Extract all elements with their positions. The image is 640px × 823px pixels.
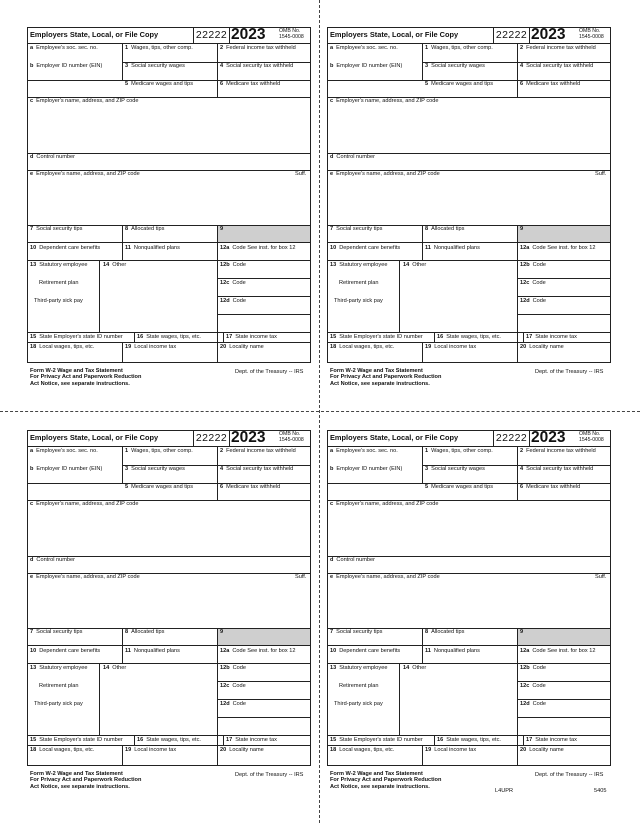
- box-b-label: b Employer ID number (EIN): [330, 466, 403, 472]
- rule: [122, 44, 123, 80]
- box-17-label: 17 State income tax: [526, 334, 577, 340]
- box-1-label: 1 Wages, tips, other comp.: [425, 45, 493, 51]
- box-19-label: 19 Local income tax: [425, 344, 477, 350]
- box-17-label: 17 State income tax: [226, 737, 277, 743]
- rule: [422, 44, 423, 80]
- box-17-label: 17 State income tax: [226, 334, 277, 340]
- box-7-label: 7 Social security tips: [330, 226, 383, 232]
- rule: [422, 628, 423, 663]
- retirement-plan-label: Retirement plan: [39, 683, 79, 689]
- box-12c-label: 12c Code: [520, 280, 546, 286]
- box-4-label: 4 Social security tax withheld: [220, 466, 294, 472]
- box-d-label: d Control number: [330, 154, 375, 160]
- box-12a-label: 12a Code See inst. for box 12: [220, 648, 296, 654]
- box-4-label: 4 Social security tax withheld: [220, 63, 294, 69]
- rule: [517, 44, 518, 97]
- box-18-label: 18 Local wages, tips, etc.: [30, 344, 95, 350]
- w2-copy-top-right: [327, 27, 611, 391]
- rule: [122, 628, 123, 663]
- rule: [27, 745, 311, 746]
- rule: [27, 645, 311, 646]
- omb-number: OMB No. 1545-0008: [579, 28, 604, 40]
- box-e-label: e Employee's name, address, and ZIP code: [30, 574, 140, 580]
- form-code: 22222: [493, 431, 530, 446]
- box-12b-label: 12b Code: [220, 665, 247, 671]
- rule: [217, 278, 311, 279]
- retirement-plan-label: Retirement plan: [339, 683, 379, 689]
- form-title: Employers State, Local, or File Copy: [330, 30, 459, 39]
- suffix-label: Suff.: [595, 574, 607, 580]
- box-c-label: c Employer's name, address, and ZIP code: [30, 98, 139, 104]
- box-19-label: 19 Local income tax: [125, 344, 177, 350]
- box-18-label: 18 Local wages, tips, etc.: [30, 747, 95, 753]
- rule: [327, 342, 611, 343]
- rule: [327, 735, 611, 736]
- rule: [517, 225, 518, 363]
- dept-treasury-label: Dept. of the Treasury -- IRS: [235, 369, 304, 375]
- form-year: 2023: [531, 26, 566, 43]
- rule: [217, 296, 311, 297]
- box-15-label: 15 State Employer's state ID number: [30, 737, 123, 743]
- box-6-label: 6 Medicare tax withheld: [520, 484, 581, 490]
- box-12c-label: 12c Code: [220, 683, 246, 689]
- rule: [517, 447, 518, 500]
- omb-number: OMB No. 1545-0008: [279, 431, 304, 443]
- rule: [399, 260, 400, 332]
- box-17-label: 17 State income tax: [526, 737, 577, 743]
- form-year: 2023: [231, 429, 266, 446]
- box-7-label: 7 Social security tips: [30, 226, 83, 232]
- box-19-label: 19 Local income tax: [425, 747, 477, 753]
- box-13-label: 13 Statutory employee: [30, 665, 88, 671]
- box-7-label: 7 Social security tips: [30, 629, 83, 635]
- rule: [217, 699, 311, 700]
- box-12a-label: 12a Code See inst. for box 12: [220, 245, 296, 251]
- box-3-label: 3 Social security wages: [425, 63, 485, 69]
- rule: [434, 332, 435, 342]
- box-3-label: 3 Social security wages: [125, 466, 185, 472]
- box-12a-label: 12a Code See inst. for box 12: [520, 245, 596, 251]
- rule: [122, 225, 123, 260]
- box-11-label: 11 Nonqualified plans: [425, 245, 480, 251]
- box-2-label: 2 Federal income tax withheld: [220, 448, 296, 454]
- form-id-code: L4UPR: [495, 788, 514, 794]
- box-8-label: 8 Allocated tips: [425, 226, 465, 232]
- dept-treasury-label: Dept. of the Treasury -- IRS: [535, 772, 604, 778]
- form-frame: [327, 27, 611, 363]
- rule: [422, 342, 423, 363]
- box-e-label: e Employee's name, address, and ZIP code: [330, 574, 440, 580]
- rule: [517, 278, 611, 279]
- box-e-label: e Employee's name, address, and ZIP code: [30, 171, 140, 177]
- form-title: Employers State, Local, or File Copy: [30, 433, 159, 442]
- form-header: [27, 430, 311, 447]
- rule: [517, 296, 611, 297]
- form-code: 22222: [493, 28, 530, 43]
- box-c-label: c Employer's name, address, and ZIP code: [330, 98, 439, 104]
- box-13-label: 13 Statutory employee: [30, 262, 88, 268]
- box-a-label: a Employee's soc. sec. no.: [30, 45, 98, 51]
- w2-copy-bottom-right: [327, 430, 611, 794]
- box-15-label: 15 State Employer's state ID number: [330, 334, 423, 340]
- box-a-label: a Employee's soc. sec. no.: [330, 448, 398, 454]
- form-code: 22222: [193, 28, 230, 43]
- form-footer-text: Form W-2 Wage and Tax Statement For Privacy Act and Paperwork Reduction Act Notice, see separate instructions.: [30, 771, 142, 790]
- rule: [327, 745, 611, 746]
- box-d-label: d Control number: [330, 557, 375, 563]
- retirement-plan-label: Retirement plan: [339, 280, 379, 286]
- form-frame: [27, 430, 311, 766]
- box-16-label: 16 State wages, tips, etc.: [437, 334, 501, 340]
- rule: [217, 681, 311, 682]
- rule: [517, 699, 611, 700]
- box-9-label: 9: [220, 629, 224, 635]
- third-party-sick-pay-label: Third-party sick pay: [34, 701, 83, 707]
- suffix-label: Suff.: [295, 171, 307, 177]
- box-11-label: 11 Nonqualified plans: [425, 648, 480, 654]
- rule: [517, 717, 611, 718]
- box-2-label: 2 Federal income tax withheld: [220, 45, 296, 51]
- rule: [517, 681, 611, 682]
- rule: [134, 332, 135, 342]
- box-14-label: 14 Other: [103, 262, 127, 268]
- suffix-label: Suff.: [595, 171, 607, 177]
- box-1-label: 1 Wages, tips, other comp.: [125, 45, 193, 51]
- form-footer-text: Form W-2 Wage and Tax Statement For Privacy Act and Paperwork Reduction Act Notice, see separate instructions.: [30, 368, 142, 387]
- box-18-label: 18 Local wages, tips, etc.: [330, 747, 395, 753]
- form-frame: [327, 430, 611, 766]
- form-stock-number: 5405: [594, 788, 607, 794]
- rule: [517, 628, 518, 766]
- third-party-sick-pay-label: Third-party sick pay: [334, 701, 383, 707]
- w2-copy-bottom-left: [27, 430, 311, 794]
- dept-treasury-label: Dept. of the Treasury -- IRS: [535, 369, 604, 375]
- rule: [327, 663, 611, 664]
- box-16-label: 16 State wages, tips, etc.: [137, 737, 201, 743]
- rule: [327, 332, 611, 333]
- rule: [99, 663, 100, 735]
- box-16-label: 16 State wages, tips, etc.: [437, 737, 501, 743]
- box-20-label: 20 Locality name: [220, 344, 264, 350]
- box-6-label: 6 Medicare tax withheld: [220, 81, 281, 87]
- rule: [327, 645, 611, 646]
- rule: [422, 447, 423, 483]
- form-header: [327, 430, 611, 447]
- retirement-plan-label: Retirement plan: [39, 280, 79, 286]
- box-12b-label: 12b Code: [520, 665, 547, 671]
- box-4-label: 4 Social security tax withheld: [520, 466, 594, 472]
- box-8-label: 8 Allocated tips: [125, 629, 165, 635]
- box-6-label: 6 Medicare tax withheld: [520, 81, 581, 87]
- rule: [27, 342, 311, 343]
- box-12a-label: 12a Code See inst. for box 12: [520, 648, 596, 654]
- rule: [122, 745, 123, 766]
- box-10-label: 10 Dependent care benefits: [30, 648, 101, 654]
- box-b-label: b Employer ID number (EIN): [330, 63, 403, 69]
- box-3-label: 3 Social security wages: [425, 466, 485, 472]
- rule: [27, 332, 311, 333]
- box-d-label: d Control number: [30, 557, 75, 563]
- box-2-label: 2 Federal income tax withheld: [520, 45, 596, 51]
- rule: [217, 225, 218, 363]
- box-2-label: 2 Federal income tax withheld: [520, 448, 596, 454]
- box-9-shaded: [518, 629, 610, 645]
- rule: [523, 332, 524, 342]
- form-header: [27, 27, 311, 44]
- rule: [217, 447, 218, 500]
- box-12b-label: 12b Code: [220, 262, 247, 268]
- box-4-label: 4 Social security tax withheld: [520, 63, 594, 69]
- rule: [27, 260, 311, 261]
- form-frame: [27, 27, 311, 363]
- rule: [327, 260, 611, 261]
- rule: [27, 242, 311, 243]
- rule: [223, 332, 224, 342]
- box-12d-label: 12d Code: [520, 701, 547, 707]
- box-9-label: 9: [520, 629, 524, 635]
- w2-copy-top-left: [27, 27, 311, 391]
- box-b-label: b Employer ID number (EIN): [30, 466, 103, 472]
- box-13-label: 13 Statutory employee: [330, 262, 388, 268]
- omb-number: OMB No. 1545-0008: [279, 28, 304, 40]
- box-14-label: 14 Other: [403, 665, 427, 671]
- box-9-shaded: [218, 629, 310, 645]
- rule: [217, 717, 311, 718]
- box-6-label: 6 Medicare tax withheld: [220, 484, 281, 490]
- box-9-shaded: [218, 226, 310, 242]
- box-14-label: 14 Other: [403, 262, 427, 268]
- form-footer-text: Form W-2 Wage and Tax Statement For Privacy Act and Paperwork Reduction Act Notice, see separate instructions.: [330, 771, 442, 790]
- box-1-label: 1 Wages, tips, other comp.: [125, 448, 193, 454]
- box-c-label: c Employer's name, address, and ZIP code: [330, 501, 439, 507]
- box-13-label: 13 Statutory employee: [330, 665, 388, 671]
- box-5-label: 5 Medicare wages and tips: [125, 484, 194, 490]
- rule: [434, 735, 435, 745]
- box-5-label: 5 Medicare wages and tips: [125, 81, 194, 87]
- box-9-shaded: [518, 226, 610, 242]
- form-title: Employers State, Local, or File Copy: [30, 30, 159, 39]
- box-20-label: 20 Locality name: [520, 344, 564, 350]
- box-12d-label: 12d Code: [220, 701, 247, 707]
- rule: [27, 663, 311, 664]
- rule: [422, 225, 423, 260]
- horizontal-cut-line: [0, 411, 640, 412]
- rule: [217, 314, 311, 315]
- form-year: 2023: [531, 429, 566, 446]
- rule: [327, 242, 611, 243]
- form-year: 2023: [231, 26, 266, 43]
- box-9-label: 9: [520, 226, 524, 232]
- rule: [217, 44, 218, 97]
- box-5-label: 5 Medicare wages and tips: [425, 81, 494, 87]
- box-b-label: b Employer ID number (EIN): [30, 63, 103, 69]
- box-7-label: 7 Social security tips: [330, 629, 383, 635]
- third-party-sick-pay-label: Third-party sick pay: [334, 298, 383, 304]
- box-12c-label: 12c Code: [520, 683, 546, 689]
- box-18-label: 18 Local wages, tips, etc.: [330, 344, 395, 350]
- box-20-label: 20 Locality name: [520, 747, 564, 753]
- box-10-label: 10 Dependent care benefits: [330, 648, 401, 654]
- form-footer-text: Form W-2 Wage and Tax Statement For Privacy Act and Paperwork Reduction Act Notice, see separate instructions.: [330, 368, 442, 387]
- form-header: [327, 27, 611, 44]
- box-a-label: a Employee's soc. sec. no.: [330, 45, 398, 51]
- form-title: Employers State, Local, or File Copy: [330, 433, 459, 442]
- box-10-label: 10 Dependent care benefits: [30, 245, 101, 251]
- box-12b-label: 12b Code: [520, 262, 547, 268]
- rule: [27, 735, 311, 736]
- suffix-label: Suff.: [295, 574, 307, 580]
- rule: [99, 260, 100, 332]
- box-15-label: 15 State Employer's state ID number: [30, 334, 123, 340]
- box-20-label: 20 Locality name: [220, 747, 264, 753]
- rule: [122, 342, 123, 363]
- third-party-sick-pay-label: Third-party sick pay: [34, 298, 83, 304]
- box-1-label: 1 Wages, tips, other comp.: [425, 448, 493, 454]
- rule: [134, 735, 135, 745]
- rule: [122, 447, 123, 483]
- box-8-label: 8 Allocated tips: [425, 629, 465, 635]
- box-5-label: 5 Medicare wages and tips: [425, 484, 494, 490]
- box-8-label: 8 Allocated tips: [125, 226, 165, 232]
- box-12d-label: 12d Code: [220, 298, 247, 304]
- rule: [422, 745, 423, 766]
- dept-treasury-label: Dept. of the Treasury -- IRS: [235, 772, 304, 778]
- box-15-label: 15 State Employer's state ID number: [330, 737, 423, 743]
- box-10-label: 10 Dependent care benefits: [330, 245, 401, 251]
- rule: [399, 663, 400, 735]
- box-3-label: 3 Social security wages: [125, 63, 185, 69]
- box-14-label: 14 Other: [103, 665, 127, 671]
- box-11-label: 11 Nonqualified plans: [125, 245, 180, 251]
- form-code: 22222: [193, 431, 230, 446]
- omb-number: OMB No. 1545-0008: [579, 431, 604, 443]
- rule: [517, 314, 611, 315]
- box-16-label: 16 State wages, tips, etc.: [137, 334, 201, 340]
- box-9-label: 9: [220, 226, 224, 232]
- box-11-label: 11 Nonqualified plans: [125, 648, 180, 654]
- box-12c-label: 12c Code: [220, 280, 246, 286]
- rule: [523, 735, 524, 745]
- rule: [223, 735, 224, 745]
- box-19-label: 19 Local income tax: [125, 747, 177, 753]
- box-c-label: c Employer's name, address, and ZIP code: [30, 501, 139, 507]
- rule: [217, 628, 218, 766]
- box-a-label: a Employee's soc. sec. no.: [30, 448, 98, 454]
- box-12d-label: 12d Code: [520, 298, 547, 304]
- box-d-label: d Control number: [30, 154, 75, 160]
- box-e-label: e Employee's name, address, and ZIP code: [330, 171, 440, 177]
